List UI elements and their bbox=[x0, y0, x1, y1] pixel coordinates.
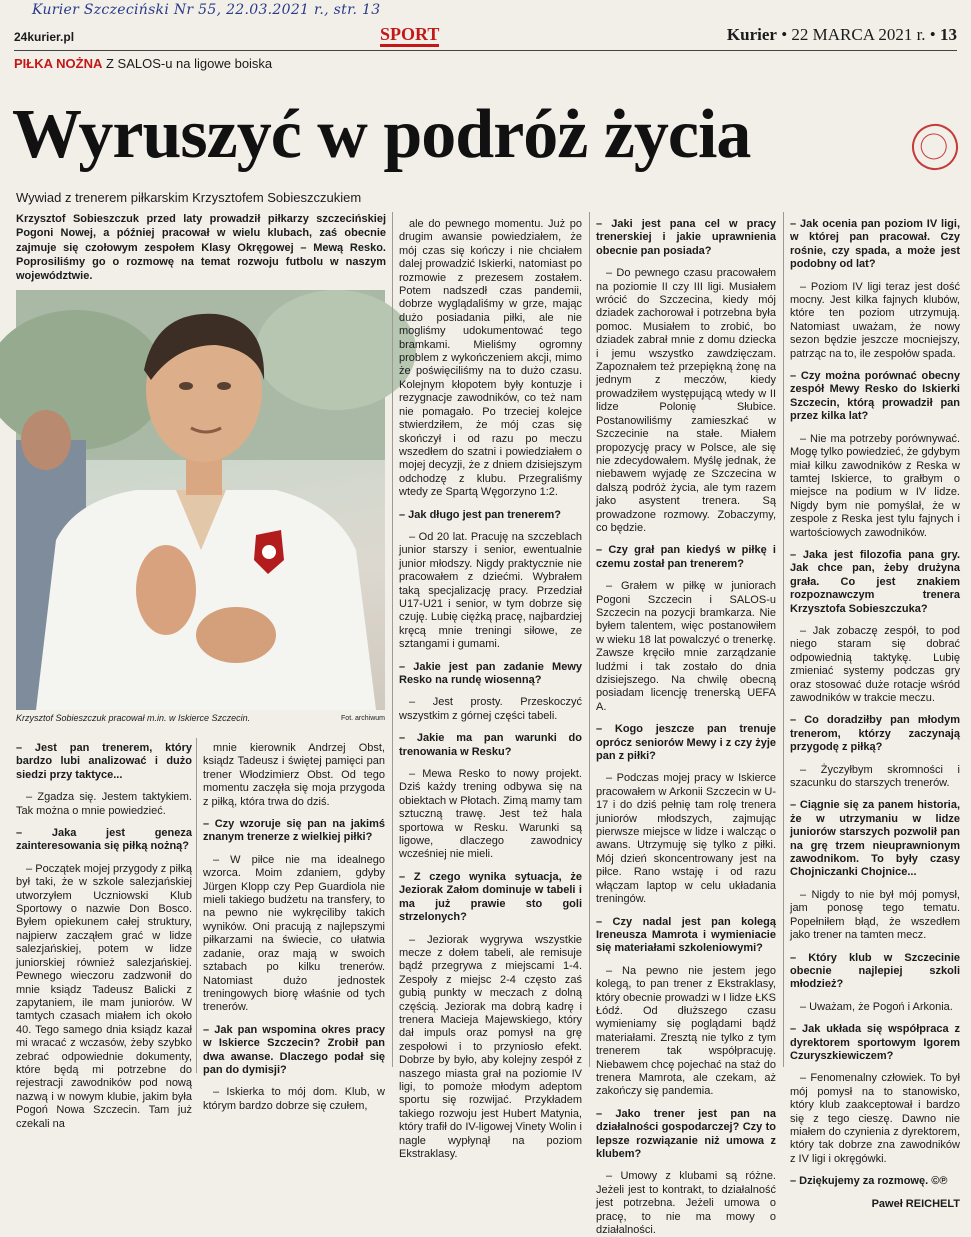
photo-caption bbox=[16, 713, 385, 723]
interview-answer: – W piłce nie ma idealnego wzorca. Moim zdaniem, gdyby Jürgen Klopp czy Pep Guardiola nie mieli takiego budżetu na transfery, to na pewno nie wykręciliby takich wyników. Oni pracują z najlepszymi piłkarzami na świecie, co ułatwia zadanie, oraz mają w swoich sztabach po kilku trenerów. Natomiast dużo jednostek treningowych biorę właśnie od tych trenerów. bbox=[203, 853, 385, 1014]
interview-answer: – Na pewno nie jestem jego kolegą, to pan trener z Ekstraklasy, który obecnie prowadzi w I lidze ŁKS Łódź. Od dłuższego czasu wymieniamy się poglądami bądź materiałami. Zresztą nie tylko z tym trenerem tak współpracuję. Niebawem chcę pojechać na staż do trenera Mamrota, ale czekam, aż zakończy się pandemia. bbox=[596, 964, 776, 1098]
interview-answer: – Od 20 lat. Pracuję na szczeblach junior starszy i senior, ewentualnie junior młodszy. Nigdy praktycznie nie pracowałem z dziećmi. Wybrałem taką specjalizację pracy. Przedział U17-U21 i senior, w tym dobrze się czuję. Lubię ciężką pracę, najbardziej kręcą mnie treningi siłowe, ze sztangami i gumami. bbox=[399, 530, 582, 651]
site-url: 24kurier.pl bbox=[14, 30, 75, 44]
interview-answer: – Umowy z klubami są różne. Jeżeli jest to kontrakt, to działalność jest potrzebna. Jeżeli umowa o pracę, to nie ma mowy o działalności. bbox=[596, 1170, 776, 1237]
library-stamp bbox=[906, 118, 965, 177]
interview-answer: – Poziom IV ligi teraz jest dość mocny. Jest kilka fajnych klubów, które ten poziom utrzymują. Natomiast uważam, że nowy sezon będzie jeszcze mocniejszy, patrząc na to, ile zespołów spada. bbox=[790, 280, 960, 360]
column-divider bbox=[196, 738, 197, 1073]
text-column-1 bbox=[16, 742, 192, 1130]
interview-answer: – Jest prosty. Przeskoczyć wszystkim z górnej części tabeli. bbox=[399, 696, 582, 722]
interview-answer: – Początek mojej przygody z piłką był taki, że w szkole salezjańskiej utworzyłem Uczniowski Klub Sportowy o nazwie Don Bosco. Byłem opiekunem całej struktury, najpierw zacząłem grać w lidze salezjańskiej, potem w lidze juniorskiej również salezjańskiej. Pewnego wieczoru zadzwonił do mnie ksiądz Tadeusz Balicki z zapytaniem, ile mam juniorów. W tamtych czasach miałem ich około 40. Tego samego dnia ksiądz kazał mi wracać z wczasów, żeby szybko zebrać odpowiednie dokumenty, które będą mi potrzebne do rejestracji zawodników pod nową nazwą i w nowym klubie, jakim była Pogoń Nowa Szczecin. Tam już czekali na bbox=[16, 862, 192, 1130]
subtitle: Wywiad z trenerem piłkarskim Krzysztofem Sobieszczukiem bbox=[16, 190, 362, 205]
kicker: PIŁKA NOŻNA bbox=[14, 56, 103, 71]
photo-caption-text: Krzysztof Sobieszczuk pracował m.in. w Iskierce Szczecin. bbox=[16, 713, 251, 723]
kicker-row bbox=[14, 56, 272, 71]
interview-question: – Czy grał pan kiedyś w piłkę i czemu został pan trenerem? bbox=[596, 544, 776, 570]
column-divider bbox=[392, 212, 393, 1067]
issue-date: • 22 MARCA 2021 r. • bbox=[781, 25, 936, 44]
interview-answer: – Jak zobaczę zespół, to pod niego staram się dobrać odpowiednią taktykę. Lubię zmieniać systemy podczas gry oraz stosować duże rotacje wśród zawodników w trakcie meczu. bbox=[790, 624, 960, 704]
text-column-2 bbox=[203, 742, 385, 1112]
interview-answer: – Do pewnego czasu pracowałem na poziomie II czy III ligi. Musiałem wrócić do Szczecina, kiedy mój dziadek zachorował i potrzebna była pomoc. Musiałem to zrobić, bo dziadek zabrał mnie z domu dziecka i jemu wszystko zawdzięczam. Zapoznałem też przepiękną żonę na jednym z meczów, kiedy prowadziłem występującą wtedy w II lidze Polonię Słubice. Postanowiliśmy zamieszkać w Szczecinie na stałe. Miałem propozycję pracy w Polsce, ale się nie zdecydowałem. Myślę jednak, że niebawem wyjadę ze Szczecina w dalszą podróż życia, ale tym razem jako asystent trenera. Są prowadzone rozmowy. Zobaczymy, co będzie. bbox=[596, 267, 776, 534]
interview-answer: – Nigdy to nie był mój pomysł, jam ponosę tego tematu. Popełniłem błąd, że wszedłem jako trener na tamten mecz. bbox=[790, 888, 960, 942]
interview-answer: mnie kierownik Andrzej Obst, ksiądz Tadeusz i świętej pamięci pan trener Włodzimierz Obst. Od tego momentu zaczęła się moja przygoda z piłką, która trwa do dziś. bbox=[203, 742, 385, 808]
interview-question: – Czy nadal jest pan kolegą Ireneusza Mamrota i wymieniacie się materiałami szkoleniowymi? bbox=[596, 915, 776, 955]
interview-question: – Jak ocenia pan poziom IV ligi, w której pan pracował. Czy rośnie, czy spada, a może jest podobny od lat? bbox=[790, 218, 960, 271]
interview-question: – Co doradziłby pan młodym trenerom, którzy zaczynają przygodę z piłką? bbox=[790, 714, 960, 754]
interview-question: – Jaka jest filozofia pana gry. Jak chce pan, żeby drużyna grała. Co jest znakiem rozpoznawczym trenera Krzysztofa Sobieszczuka? bbox=[790, 548, 960, 615]
interview-answer: – Iskierka to mój dom. Klub, w którym bardzo dobrze się czułem, bbox=[203, 1086, 385, 1112]
author-signature: Paweł REICHELT bbox=[871, 1197, 960, 1210]
page-header bbox=[14, 22, 957, 51]
column-divider bbox=[589, 212, 590, 1067]
kicker-rest: Z SALOS-u na ligowe boiska bbox=[102, 56, 273, 71]
lead-paragraph: Krzysztof Sobieszczuk przed laty prowadził piłkarzy szczecińskiej Pogoni Nowej, a później pracował w wielu klubach, zaś obecnie zajmuje się czołowym zespołem Klasy Okręgowej – Mewą Resko. Poprosiliśmy go o rozmowę na temat rozwoju futbolu w naszym województwie. bbox=[16, 213, 386, 283]
interview-answer: – Fenomenalny człowiek. To był mój pomysł na to stanowisko, który klub zaakceptował i bardzo się z tego cieszę. Dawno nie miałem do czynienia z dyrektorem, który tak dobrze zna zawodników z IV ligi i okręgówki. bbox=[790, 1072, 960, 1165]
interview-answer: – Podczas mojej pracy w Iskierce pracowałem w Arkonii Szczecin w U-17 i do dziś pełnię tam rolę trenera juniorów młodszych, zajmując pierwsze miejsce w lidze i walcząc o awans. Utrzymuję się tylko z piłki. Mój dzień skoncentrowany jest na piłce. Rano wstaję i od razu włączam laptop w celu układania treningów. bbox=[596, 772, 776, 906]
text-column-5 bbox=[790, 218, 960, 1210]
interview-question: – Czy można porównać obecny zespół Mewy Resko do Iskierki Szczecin, którą prowadził pan przez kilka lat? bbox=[790, 370, 960, 423]
interview-answer: – Zgadza się. Jestem taktykiem. Tak można o mnie powiedzieć. bbox=[16, 791, 192, 817]
interview-answer: – Mewa Resko to nowy projekt. Dziś każdy trening odbywa się na obiektach w Płotach. Zimą mamy tam sztuczną trawę. Jest też hala sportowa w Resku. Warunki są ligowe, dlaczego zawodnicy wcześniej nie mieli. bbox=[399, 768, 582, 861]
interview-question: – Czy wzoruje się pan na jakimś znanym trenerze z wielkiej piłki? bbox=[203, 818, 385, 844]
interview-question: – Jaka jest geneza zainteresowania się piłką nożną? bbox=[16, 827, 192, 853]
interview-question: – Ciągnie się za panem historia, że w utrzymaniu w lidze juniorów starszych pozwolił pan na grę trzem nieuprawnionym zawodnikom. To były czasy Chojniczanki Chojnice... bbox=[790, 799, 960, 879]
folio bbox=[727, 25, 957, 45]
interview-answer: – Jeziorak wygrywa wszystkie mecze z dołem tabeli, ale remisuje bądź przegrywa z miejscami 1-4. Zespoły z miejsc 2-4 często zaś gubią punkty w meczach z dolną częścią. Jeziorak ma dobrą kadrę i trenera Macieja Majewskiego, który dał impuls oraz pomysł na grę zespołowi i to przyniosło efekt. Dobrze by było, aby kolejny zespół z naszego miasta grał na poziomie IV ligi, to pomoże młodym adeptom sportu się rozwijać. Przykładem takiego rozwoju jest Hubert Matynia, który trafił do IV-ligowej Vinety Wolin i nagle wypłynął na poziom Ekstraklasy. bbox=[399, 933, 582, 1160]
interview-question: – Jaki jest pana cel w pracy trenerskiej i jakie uprawnienia obecnie pan posiada? bbox=[596, 218, 776, 257]
interview-answer: – Życzyłbym skromności i szacunku do starszych trenerów. bbox=[790, 763, 960, 790]
headline: Wyruszyć w podróż życia bbox=[12, 96, 751, 173]
interview-question: – Jest pan trenerem, który bardzo lubi analizować i dużo siedzi przy taktyce... bbox=[16, 742, 192, 781]
interview-question: – Kogo jeszcze pan trenuje oprócz seniorów Mewy i z czy żyje pan z piłki? bbox=[596, 723, 776, 763]
coach-photo-illustration bbox=[16, 290, 385, 710]
publication-name: Kurier bbox=[726, 25, 777, 44]
text-column-3 bbox=[399, 218, 582, 1160]
interview-question: – Jak długo jest pan trenerem? bbox=[399, 508, 561, 521]
text-column-4 bbox=[596, 218, 776, 1237]
interview-question: – Jakie ma pan warunki do trenowania w Resku? bbox=[399, 732, 582, 758]
interview-question: – Który klub w Szczecinie obecnie najlepiej szkoli młodzież? bbox=[790, 951, 960, 991]
handwritten-note: Kurier Szczeciński Nr 55, 22.03.2021 r., str. 13 bbox=[32, 2, 381, 18]
interview-question: – Jak układa się współpraca z dyrektorem sportowym Igorem Czuryszkiewiczem? bbox=[790, 1023, 960, 1062]
interview-answer: – Nie ma potrzeby porównywać. Mogę tylko powiedzieć, że gdybym miał kilku zawodników z Reska w tamtej Iskierce, to grałbym o miejsce na podium w IV lidze. Nigdy bym nie pomyślał, że w zespole z Reska jest tylu fajnych i wartościowych zawodników. bbox=[790, 432, 960, 539]
coach-photo bbox=[16, 290, 385, 710]
photo-credit: Fot. archiwum bbox=[341, 715, 385, 722]
page-number: 13 bbox=[940, 25, 957, 44]
interview-question: – Jako trener jest pan na działalności gospodarczej? Czy to lepsze rozwiązanie niż umowa z klubem? bbox=[596, 1107, 776, 1160]
interview-answer: – Uważam, że Pogoń i Arkonia. bbox=[800, 1000, 953, 1013]
interview-question: – Z czego wynika sytuacja, że Jeziorak Załom dominuje w tabeli i ma już prawie sto goli strzelonych? bbox=[399, 870, 582, 924]
interview-question: – Jak pan wspomina okres pracy w Iskierce Szczecin? Zrobił pan dwa awanse. Dlaczego podał się pan do dymisji? bbox=[203, 1023, 385, 1076]
interview-answer: ale do pewnego momentu. Już po drugim awansie powiedziałem, że mój czas się kończy i nie chciałem dalej prowadzić Iskierki, natomiast po rozmowie z prezesem zostałem. Potem nadszedł czas pandemii, dobrze wyglądaliśmy w grze, mając dużo posiadania piłki, ale nie mogliśmy udokumentować tego bramkami. Mieliśmy ogromny problem z wykończeniem akcji, mimo że poświęciliśmy na to dużo czasu. Kolejnym kłopotem były kontuzje i rezygnacje zawodników, co też nam nie pomagało. Po trzeciej kolejce stwierdziłem, że mój czas się skończył i od razu po meczu wszedłem do szatni i powiedziałem o mojej decyzji, że z dniem dzisiejszym odchodzę z klubu. Przegraliśmy wtedy ze Spartą Węgorzyno 1:2. bbox=[399, 218, 582, 499]
interview-question: – Dziękujemy za rozmowę. ©℗ bbox=[790, 1175, 948, 1188]
section-tag: SPORT bbox=[380, 24, 439, 47]
interview-question: – Jakie jest pan zadanie Mewy Resko na rundę wiosenną? bbox=[399, 660, 582, 686]
interview-answer: – Grałem w piłkę w juniorach Pogoni Szczecin i SALOS-u Szczecin na pozycji bramkarza. Nie byłem talentem, więc postanowiłem w wieku 18 lat powalczyć o trenerkę. Zawsze kręciło mnie zarządzanie ludźmi i tak zostało do dnia dzisiejszego. Na chwilę obecną posiadam licencję trenerską UEFA A. bbox=[596, 580, 776, 713]
column-divider bbox=[783, 212, 784, 1067]
